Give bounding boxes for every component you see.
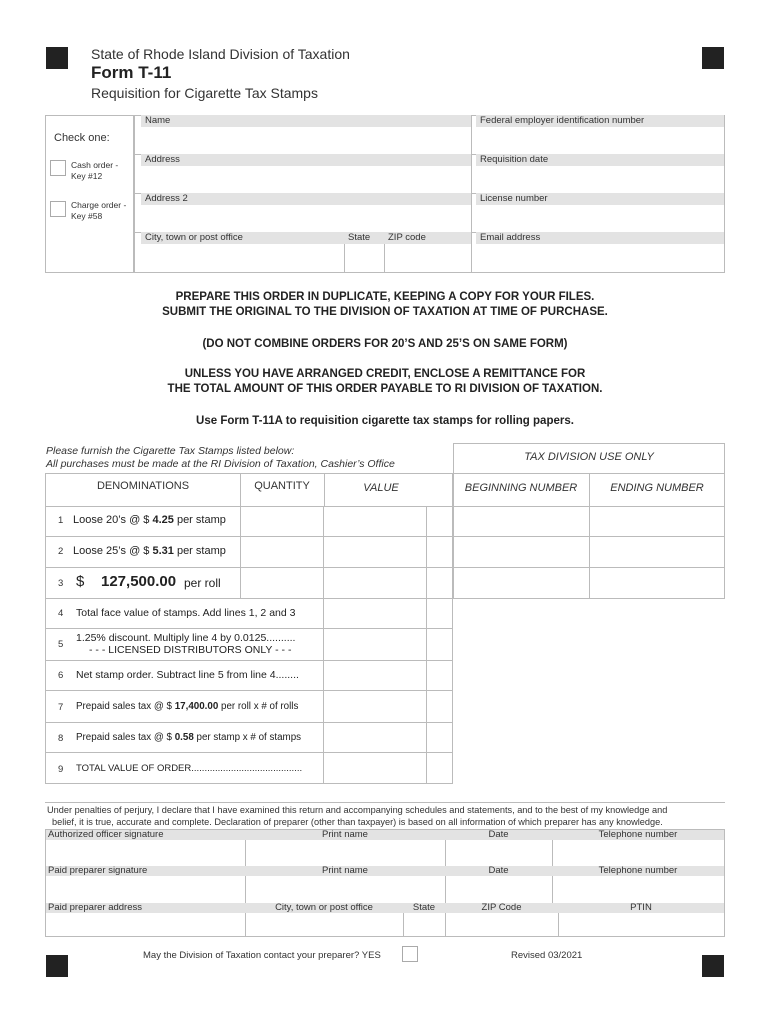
preparer-print-name-field[interactable] xyxy=(246,876,445,903)
city-field[interactable] xyxy=(141,244,344,272)
tax-division-label: TAX DIVISION USE ONLY xyxy=(524,451,654,463)
row-7-label xyxy=(76,701,298,712)
charge-order-label-1: Charge order - xyxy=(71,200,127,210)
date-label-1: Date xyxy=(445,830,552,840)
preparer-telephone-field[interactable] xyxy=(553,876,724,903)
cash-order-label-2: Key #12 xyxy=(71,171,103,181)
preparer-ptin-field[interactable] xyxy=(559,913,724,936)
registration-mark-bottom-left xyxy=(46,955,68,977)
address-field[interactable] xyxy=(141,166,471,193)
row-3-dollar: $ xyxy=(76,573,85,590)
preparer-signature-label: Paid preparer signature xyxy=(46,866,245,876)
preparer-ptin-label: PTIN xyxy=(558,903,724,913)
preparer-zip-label: ZIP Code xyxy=(445,903,558,913)
preparer-city-field[interactable] xyxy=(246,913,403,936)
row-3-quantity-input[interactable] xyxy=(241,568,323,598)
row-7-pre: Prepaid sales tax @ $ xyxy=(76,701,175,712)
revised-date: Revised 03/2021 xyxy=(511,950,583,961)
agency-name: State of Rhode Island Division of Taxation xyxy=(91,46,350,62)
row-8-value-input[interactable] xyxy=(324,723,426,752)
instruction-line-5: THE TOTAL AMOUNT OF THIS ORDER PAYABLE TO RI DIVISION OF TAXATION. xyxy=(167,383,603,395)
officer-date-field[interactable] xyxy=(446,840,552,866)
cash-order-label-1: Cash order - xyxy=(71,160,119,170)
telephone-label-2: Telephone number xyxy=(552,866,724,876)
instruction-line-4: UNLESS YOU HAVE ARRANGED CREDIT, ENCLOSE A REMITTANCE FOR xyxy=(184,368,586,380)
preparer-state-label: State xyxy=(403,903,445,913)
row-2-post: per stamp xyxy=(173,545,226,557)
preparer-zip-field[interactable] xyxy=(446,913,558,936)
row-1-number: 1 xyxy=(58,515,64,526)
declaration-rule xyxy=(45,802,725,803)
row-5-value-input[interactable] xyxy=(324,629,426,660)
preparer-date-field[interactable] xyxy=(446,876,552,903)
col-quantity: QUANTITY xyxy=(254,480,310,492)
row-8-number: 8 xyxy=(58,733,64,744)
telephone-label-1: Telephone number xyxy=(552,830,724,840)
row-1-post: per stamp xyxy=(173,514,226,526)
row-7-number: 7 xyxy=(58,702,64,713)
row-9-label: TOTAL VALUE OF ORDER.......................................... xyxy=(76,763,303,774)
requisition-date-label: Requisition date xyxy=(476,154,724,166)
form-title: Form T-11 xyxy=(91,63,172,82)
ending-number-3[interactable] xyxy=(590,568,724,598)
row-6-label: Net stamp order. Subtract line 5 from line 4........ xyxy=(76,669,299,681)
print-name-label-1: Print name xyxy=(245,830,445,840)
table-intro-2: All purchases must be made at the RI Division of Taxation, Cashier’s Office xyxy=(46,458,395,470)
row-1-quantity-input[interactable] xyxy=(241,507,323,536)
license-number-field[interactable] xyxy=(476,205,724,232)
row-4-number: 4 xyxy=(58,608,64,619)
row-3-number: 3 xyxy=(58,578,64,589)
row-7-value-input[interactable] xyxy=(324,691,426,722)
table-line xyxy=(426,506,427,784)
col-value: VALUE xyxy=(363,482,399,494)
officer-print-name-field[interactable] xyxy=(246,840,445,866)
registration-mark-top-left xyxy=(46,47,68,69)
zip-label: ZIP code xyxy=(384,232,471,244)
instruction-line-1: PREPARE THIS ORDER IN DUPLICATE, KEEPING A COPY FOR YOUR FILES. xyxy=(175,291,595,303)
row-7-post: per roll x # of rolls xyxy=(218,701,299,712)
registration-mark-top-right xyxy=(702,47,724,69)
check-one-label: Check one: xyxy=(54,132,110,144)
license-number-label: License number xyxy=(476,193,724,205)
row-1-value-input[interactable] xyxy=(324,507,426,536)
city-label: City, town or post office xyxy=(141,232,344,244)
instruction-line-3: (DO NOT COMBINE ORDERS FOR 20’S AND 25’S ON SAME FORM) xyxy=(202,338,568,350)
grid-divider xyxy=(471,115,472,273)
fein-label: Federal employer identification number xyxy=(476,115,724,127)
row-1-pre: Loose 20’s @ $ xyxy=(73,514,153,526)
registration-mark-bottom-right xyxy=(702,955,724,977)
name-field[interactable] xyxy=(141,127,471,154)
row-2-quantity-input[interactable] xyxy=(241,537,323,567)
charge-order-checkbox[interactable] xyxy=(50,201,66,217)
date-label-2: Date xyxy=(445,866,552,876)
preparer-city-label: City, town or post office xyxy=(245,903,403,913)
col-beginning: BEGINNING NUMBER xyxy=(464,482,578,494)
row-1-label xyxy=(73,514,226,526)
row-1-amount: 4.25 xyxy=(152,514,174,526)
declaration-line-1: Under penalties of perjury, I declare that I have examined this return and accompanying schedules and statements, and to the best of my knowledge and xyxy=(47,805,668,815)
email-label: Email address xyxy=(476,232,724,244)
address-label: Address xyxy=(141,154,471,166)
col-denominations: DENOMINATIONS xyxy=(96,480,190,492)
row-9-value-input[interactable] xyxy=(324,753,426,783)
zip-field[interactable] xyxy=(385,244,471,272)
beginning-number-3[interactable] xyxy=(454,568,589,598)
charge-order-label-2: Key #58 xyxy=(71,211,103,221)
print-name-label-2: Print name xyxy=(245,866,445,876)
row-8-amount: 0.58 xyxy=(174,732,194,743)
ending-number-2[interactable] xyxy=(590,537,724,567)
row-2-value-input[interactable] xyxy=(324,537,426,567)
table-intro-1: Please furnish the Cigarette Tax Stamps listed below: xyxy=(46,445,295,457)
state-field[interactable] xyxy=(345,244,384,272)
row-5-label-2: - - - LICENSED DISTRIBUTORS ONLY - - - xyxy=(89,644,292,656)
cash-order-checkbox[interactable] xyxy=(50,160,66,176)
contact-preparer-yes-checkbox[interactable] xyxy=(402,946,418,962)
fein-field[interactable] xyxy=(476,127,724,154)
row-3-amount: 127,500.00 xyxy=(101,573,177,590)
name-label: Name xyxy=(141,115,471,127)
ending-number-1[interactable] xyxy=(590,507,724,536)
table-line xyxy=(240,473,241,506)
officer-signature-field[interactable] xyxy=(46,840,245,866)
preparer-state-field[interactable] xyxy=(404,913,445,936)
preparer-address-label: Paid preparer address xyxy=(46,903,245,913)
address2-field[interactable] xyxy=(141,205,471,232)
row-8-post: per stamp x # of stamps xyxy=(193,732,302,743)
declaration-line-2: belief, it is true, accurate and complete. Declaration of preparer (other than taxpayer) is based on all information of which preparer has any knowledge. xyxy=(52,817,663,827)
col-ending: ENDING NUMBER xyxy=(610,482,704,494)
row-7-amount: 17,400.00 xyxy=(174,701,219,712)
table-line xyxy=(324,473,325,506)
officer-signature-label: Authorized officer signature xyxy=(46,830,245,840)
preparer-signature-field[interactable] xyxy=(46,876,245,903)
row-6-value-input[interactable] xyxy=(324,661,426,690)
beginning-number-1[interactable] xyxy=(454,507,589,536)
beginning-number-2[interactable] xyxy=(454,537,589,567)
row-5-label: 1.25% discount. Multiply line 4 by 0.0125.......... xyxy=(76,632,296,644)
instruction-line-2: SUBMIT THE ORIGINAL TO THE DIVISION OF TAXATION AT TIME OF PURCHASE. xyxy=(162,306,608,318)
row-3-post: per roll xyxy=(184,576,221,590)
form-subtitle: Requisition for Cigarette Tax Stamps xyxy=(91,85,318,101)
row-8-pre: Prepaid sales tax @ $ xyxy=(76,732,175,743)
officer-telephone-field[interactable] xyxy=(553,840,724,866)
row-4-value-input[interactable] xyxy=(324,599,426,628)
state-label: State xyxy=(344,232,384,244)
requisition-date-field[interactable] xyxy=(476,166,724,193)
row-2-amount: 5.31 xyxy=(152,545,174,557)
row-4-label: Total face value of stamps. Add lines 1, 2 and 3 xyxy=(76,607,296,619)
preparer-address-field[interactable] xyxy=(46,913,245,936)
row-8-label xyxy=(76,732,301,743)
address2-label: Address 2 xyxy=(141,193,471,205)
row-2-number: 2 xyxy=(58,546,64,557)
row-9-number: 9 xyxy=(58,764,64,775)
email-field[interactable] xyxy=(476,244,724,272)
contact-preparer-question: May the Division of Taxation contact your preparer? YES xyxy=(143,950,381,961)
row-2-pre: Loose 25’s @ $ xyxy=(73,545,153,557)
instruction-line-6: Use Form T-11A to requisition cigarette tax stamps for rolling papers. xyxy=(196,415,574,427)
row-5-number: 5 xyxy=(58,639,64,650)
row-6-number: 6 xyxy=(58,670,64,681)
row-3-value-input[interactable] xyxy=(324,568,426,598)
row-2-label xyxy=(73,545,226,557)
